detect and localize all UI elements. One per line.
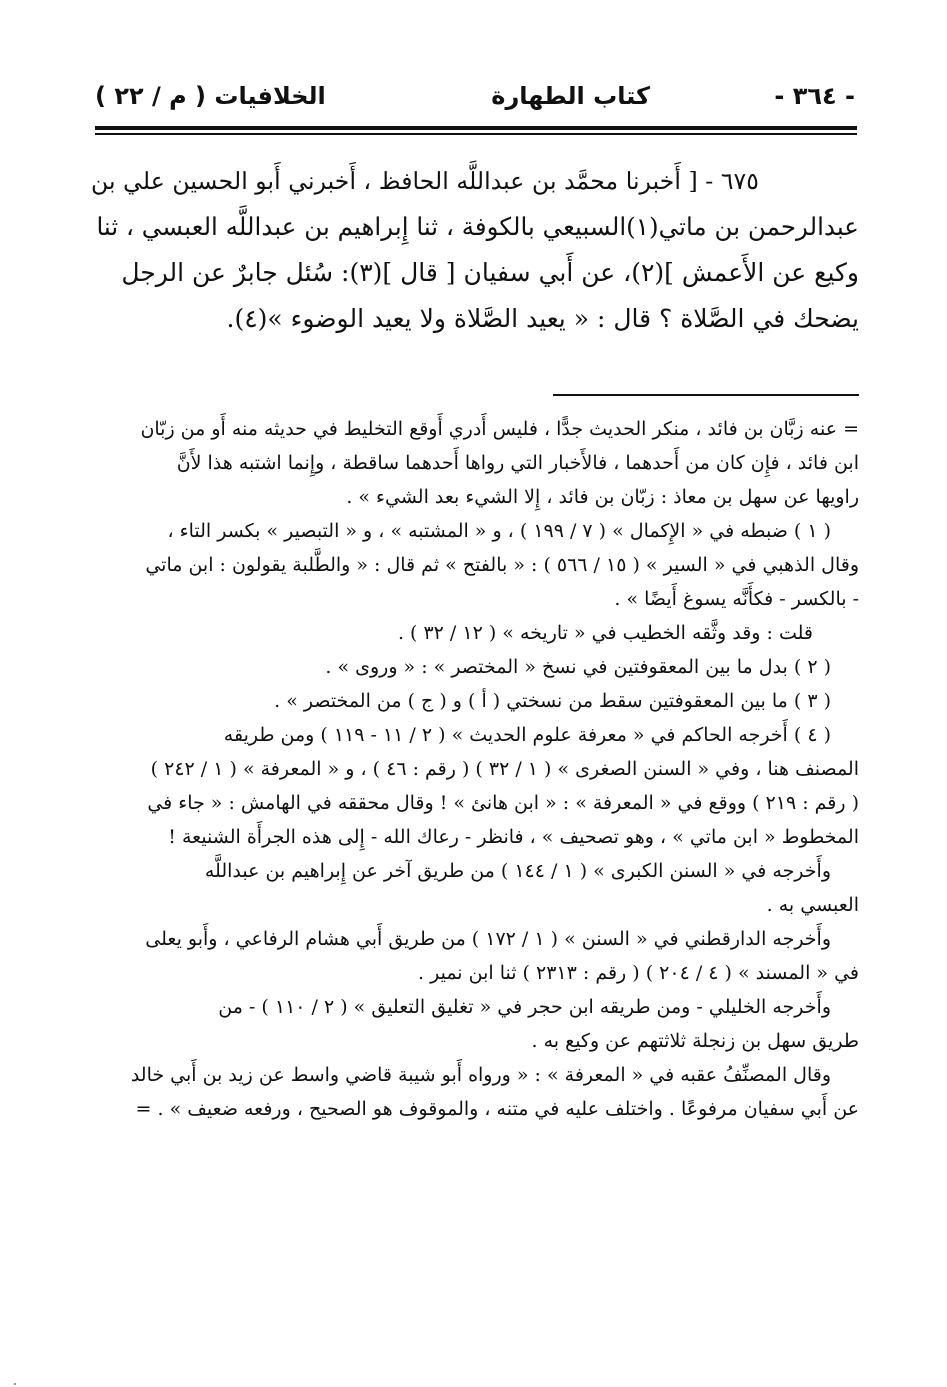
footnote-line: ( ٣ ) ما بين المعقوفتين سقط من نسختي ( أ ) و ( ج ) من المختصر » .: [274, 690, 831, 712]
footnote-line: عن أَبي سفيان مرفوعًا . واختلف عليه في متنه ، والموقوف هو الصحيح ، ورفعه ضعيف » . =: [135, 1098, 859, 1120]
footnote-line: المصنف هنا ، وفي « السنن الصغرى » ( ١ / ٣٢ ) ( رقم : ٤٦ ) ، و « المعرفة » ( ١ / ٢٤٢ ): [150, 758, 859, 780]
hadith-line: وكيع عن الأَعمش ](٢)، عن أَبي سفيان [ قال ](٣): سُئل جابرٌ عن الرجل: [121, 258, 859, 287]
footnote-separator: [553, 394, 859, 396]
footnote-line: ( ١ ) ضبطه في « الإِكمال » ( ٧ / ١٩٩ ) ، و « المشتبه » ، و « التبصير » بكسر التاء ،: [167, 520, 831, 542]
section-title: الخلافيات ( م / ٢٢ ): [95, 82, 326, 110]
header-rule-thick: [95, 126, 857, 130]
footnote-line: في « المسند » ( ٤ / ٢٠٤ ) ( رقم : ٢٣١٣ ) ثنا ابن نمير .: [418, 962, 859, 984]
footnote-line: ( رقم : ٢١٩ ) ووقع في « المعرفة » : « ابن هانئ » ! وقال محققه في الهامش : « جاء في: [147, 792, 859, 814]
footnotes: [89, 412, 859, 1126]
scan-speck: [14, 1383, 16, 1385]
hadith-line: يضحك في الصَّلاة ؟ قال : « يعيد الصَّلاة ولا يعيد الوضوء »(٤).: [226, 304, 859, 333]
page-header: [95, 78, 855, 118]
footnote-line: طريق سهل بن زنجلة ثلاثتهم عن وكيع به .: [531, 1030, 859, 1052]
footnote-line: قلت : وقد وثَّقه الخطيب في « تاريخه » ( ١٢ / ٣٢ ) .: [397, 622, 813, 644]
footnote-line: ( ٢ ) بدل ما بين المعقوفتين في نسخ « المختصر » : « وروى » .: [325, 656, 831, 678]
footnote-line: راويها عن سهل بن معاذ : زبّان بن فائد ، إِلا الشيء بعد الشيء » .: [346, 486, 859, 508]
header-rule-thin: [95, 133, 857, 135]
footnote-line: المخطوط « ابن ماتي » ، وهو تصحيف » ، فانظر - رعاك الله - إِلى هذه الجرأَة الشنيعة !: [168, 826, 859, 848]
book-title: كتاب الطهارة: [491, 82, 650, 110]
footnote-line: ( ٤ ) أَخرجه الحاكم في « معرفة علوم الحديث » ( ٢ / ١١ - ١١٩ ) ومن طريقه: [223, 724, 831, 746]
footnote-line: = عنه زبَّان بن فائد ، منكر الحديث جدًّا ، فليس أَدري أَوقع التخليط في حديثه منه أَو من زبّان: [140, 418, 859, 440]
footnote-line: وأَخرجه الخليلي - ومن طريقه ابن حجر في « تغليق التعليق » ( ٢ / ١١٠ ) - من: [218, 996, 831, 1018]
hadith-text: [90, 158, 859, 342]
page-number: - ٣٦٤ -: [774, 82, 855, 110]
footnote-line: وأَخرجه الدارقطني في « السنن » ( ١ / ١٧٢ ) من طريق أَبي هشام الرفاعي ، وأَبو يعلى: [145, 928, 831, 950]
footnote-line: العبسي به .: [766, 894, 859, 916]
footnote-line: - بالكسر - فكأَنَّه يسوغ أَيضًا » .: [614, 588, 859, 610]
hadith-line: ٦٧٥ - [ أَخبرنا محمَّد بن عبداللَّه الحافظ ، أَخبرني أَبو الحسين علي بن: [90, 167, 759, 195]
hadith-line: عبدالرحمن بن ماتي(١)السبيعي بالكوفة ، ثنا إِبراهيم بن عبداللَّه العبسي ، ثنا: [96, 212, 859, 241]
footnote-line: وقال الذهبي في « السير » ( ١٥ / ٥٦٦ ) : « بالفتح » ثم قال : « والطَّلبة يقولون : ابن ماتي: [145, 554, 859, 576]
footnote-line: ابن فائد ، فإِن كان من أَحدهما ، فالأَخبار التي رواها أَحدهما ساقطة ، وإِنما اشتبه هذا لأَنَّ: [176, 452, 859, 474]
footnote-line: وأَخرجه في « السنن الكبرى » ( ١ / ١٤٤ ) من طريق آخر عن إِبراهيم بن عبداللَّه: [204, 860, 831, 882]
footnote-line: وقال المصنِّفُ عقبه في « المعرفة » : « ورواه أَبو شيبة قاضي واسط عن زيد بن أَبي خالد: [130, 1064, 831, 1086]
